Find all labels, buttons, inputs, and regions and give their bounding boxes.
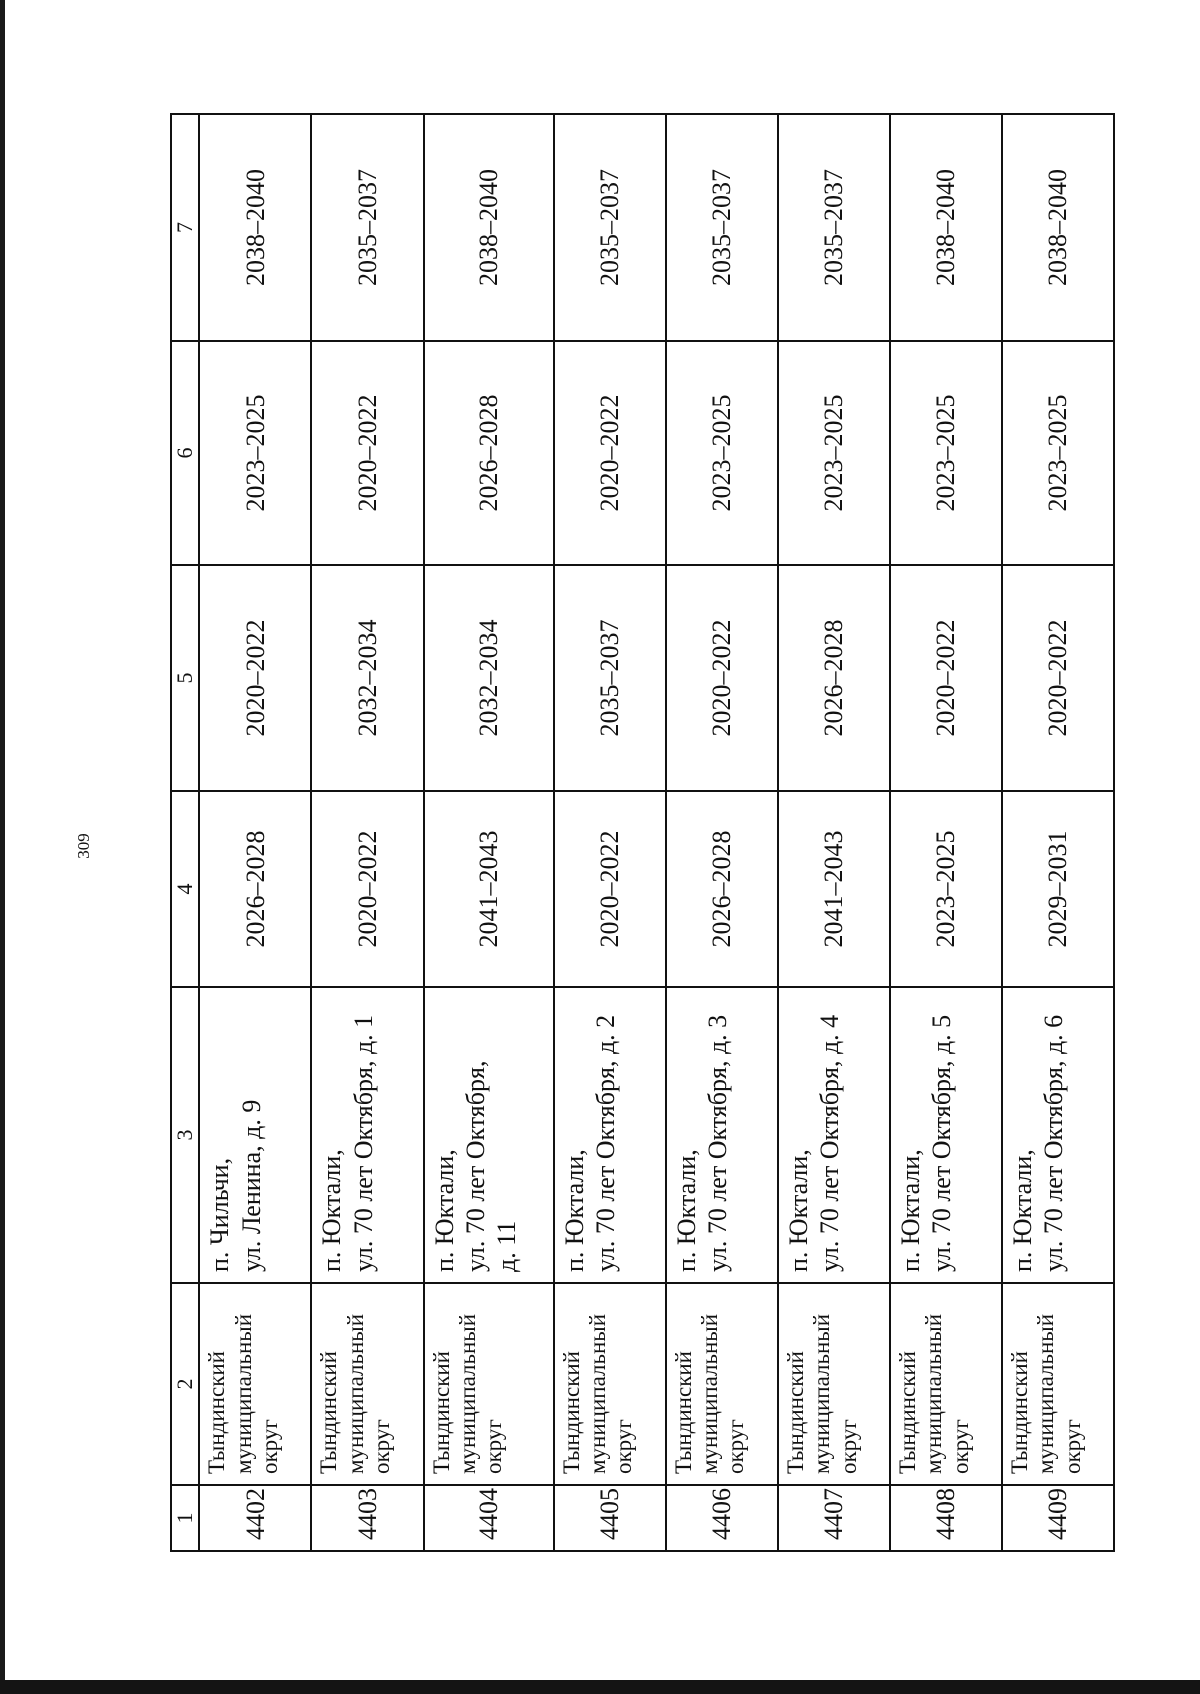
- period-col6: 2023–2025: [666, 341, 778, 565]
- address-cell: [199, 987, 311, 1283]
- address-line: ул. 70 лет Октября, д. 5: [926, 1014, 956, 1272]
- period-col5: 2035–2037: [554, 565, 666, 791]
- table-row: [890, 114, 1002, 1551]
- header-row: [171, 114, 199, 1551]
- period-col7: 2038–2040: [1002, 114, 1114, 341]
- period-col5: 2020–2022: [199, 565, 311, 791]
- period-col7: 2035–2037: [778, 114, 890, 341]
- address-cell: [1002, 987, 1114, 1283]
- column-header-2: 2: [171, 1283, 199, 1485]
- column-header-3: 3: [171, 987, 199, 1283]
- municipality-cell: Тындинский муниципальный округ: [199, 1283, 311, 1485]
- row-number: 4409: [1002, 1485, 1114, 1551]
- address-line: п. Юктали,: [895, 1149, 925, 1272]
- period-col7: 2035–2037: [554, 114, 666, 341]
- table-row: [778, 114, 890, 1551]
- column-header-7: 7: [171, 114, 199, 341]
- municipality-cell: Тындинский муниципальный округ: [890, 1283, 1002, 1485]
- period-col6: 2023–2025: [1002, 341, 1114, 565]
- municipality-cell: Тындинский муниципальный округ: [311, 1283, 423, 1485]
- period-col7: 2038–2040: [199, 114, 311, 341]
- address-line: п. Юктали,: [317, 1149, 347, 1272]
- page-number: 309: [74, 833, 93, 859]
- period-col6: 2023–2025: [199, 341, 311, 565]
- address-cell: [311, 987, 423, 1283]
- address-cell: [666, 987, 778, 1283]
- municipality-cell: Тындинский муниципальный округ: [554, 1283, 666, 1485]
- period-col4: 2026–2028: [666, 791, 778, 987]
- address-line: д. 11: [491, 1220, 521, 1272]
- period-col7: 2035–2037: [666, 114, 778, 341]
- period-col7: 2038–2040: [890, 114, 1002, 341]
- address-line: ул. 70 лет Октября, д. 4: [814, 1014, 844, 1272]
- address-line: ул. Ленина, д. 9: [236, 1099, 266, 1272]
- table-row: [666, 114, 778, 1551]
- period-col4: 2041–2043: [424, 791, 554, 987]
- row-number: 4407: [778, 1485, 890, 1551]
- municipality-cell: Тындинский муниципальный округ: [424, 1283, 554, 1485]
- row-number: 4406: [666, 1485, 778, 1551]
- address-cell: [554, 987, 666, 1283]
- period-col5: 2032–2034: [424, 565, 554, 791]
- row-number: 4403: [311, 1485, 423, 1551]
- period-col4: 2026–2028: [199, 791, 311, 987]
- period-col5: 2032–2034: [311, 565, 423, 791]
- address-line: п. Чильчи,: [205, 1157, 235, 1272]
- address-line: п. Юктали,: [671, 1149, 701, 1272]
- address-line: ул. 70 лет Октября, д. 2: [590, 1014, 620, 1272]
- period-col5: 2020–2022: [1002, 565, 1114, 791]
- row-number: 4402: [199, 1485, 311, 1551]
- table-row: [311, 114, 423, 1551]
- table-row: [554, 114, 666, 1551]
- period-col6: 2020–2022: [554, 341, 666, 565]
- address-line: п. Юктали,: [429, 1149, 459, 1272]
- column-header-1: 1: [171, 1485, 199, 1551]
- address-cell: [424, 987, 554, 1283]
- period-col6: 2023–2025: [778, 341, 890, 565]
- address-line: п. Юктали,: [783, 1149, 813, 1272]
- schedule-table: [170, 113, 1115, 1552]
- address-line: ул. 70 лет Октября,: [460, 1060, 490, 1272]
- period-col4: 2020–2022: [311, 791, 423, 987]
- municipality-cell: Тындинский муниципальный округ: [666, 1283, 778, 1485]
- row-number: 4405: [554, 1485, 666, 1551]
- period-col6: 2026–2028: [424, 341, 554, 565]
- table-row: [1002, 114, 1114, 1551]
- row-number: 4404: [424, 1485, 554, 1551]
- scan-edge-bottom: [0, 1680, 1200, 1694]
- period-col5: 2020–2022: [666, 565, 778, 791]
- row-number: 4408: [890, 1485, 1002, 1551]
- period-col6: 2020–2022: [311, 341, 423, 565]
- period-col7: 2035–2037: [311, 114, 423, 341]
- table-row: [199, 114, 311, 1551]
- column-header-6: 6: [171, 341, 199, 565]
- column-header-5: 5: [171, 565, 199, 791]
- scan-edge-left: [0, 0, 5, 1694]
- address-line: ул. 70 лет Октября, д. 1: [348, 1014, 378, 1272]
- table-row: [424, 114, 554, 1551]
- period-col5: 2026–2028: [778, 565, 890, 791]
- period-col5: 2020–2022: [890, 565, 1002, 791]
- address-line: п. Юктали,: [1007, 1149, 1037, 1272]
- period-col6: 2023–2025: [890, 341, 1002, 565]
- period-col4: 2023–2025: [890, 791, 1002, 987]
- address-line: ул. 70 лет Октября, д. 6: [1039, 1014, 1069, 1272]
- table-body: [199, 114, 1114, 1551]
- column-header-4: 4: [171, 791, 199, 987]
- period-col7: 2038–2040: [424, 114, 554, 341]
- address-cell: [890, 987, 1002, 1283]
- period-col4: 2029–2031: [1002, 791, 1114, 987]
- address-line: ул. 70 лет Октября, д. 3: [702, 1014, 732, 1272]
- address-cell: [778, 987, 890, 1283]
- municipality-cell: Тындинский муниципальный округ: [778, 1283, 890, 1485]
- municipality-cell: Тындинский муниципальный округ: [1002, 1283, 1114, 1485]
- period-col4: 2020–2022: [554, 791, 666, 987]
- period-col4: 2041–2043: [778, 791, 890, 987]
- address-line: п. Юктали,: [559, 1149, 589, 1272]
- table-container: [170, 115, 1115, 1552]
